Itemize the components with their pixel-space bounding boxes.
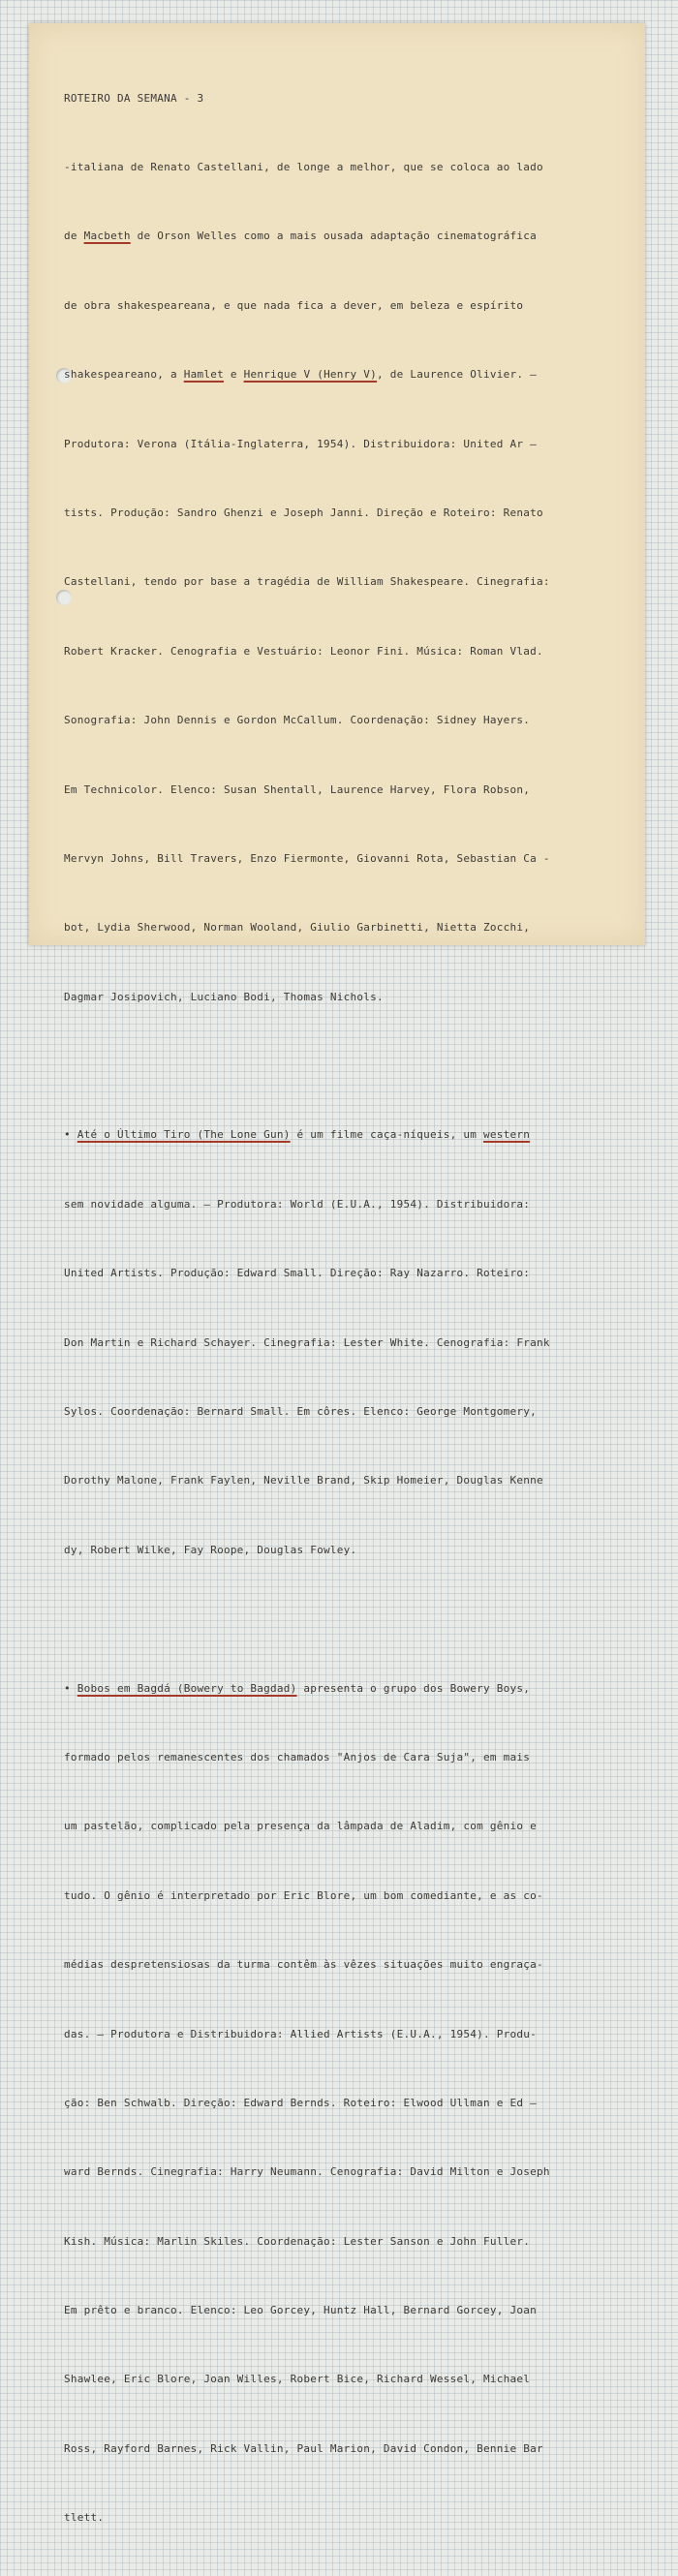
text-line: shakespeareano, a Hamlet e Henrique V (Henry V), de Laurence Olivier. — <box>64 368 537 382</box>
genre-term: western <box>482 1128 531 1142</box>
text-line: Em Technicolor. Elenco: Susan Shentall, Laurence Harvey, Flora Robson, <box>64 782 531 796</box>
text-line: Ross, Rayford Barnes, Rick Vallin, Paul Marion, David Condon, Bennie Bar <box>64 2441 543 2455</box>
text-line: de Macbeth de Orson Welles como a mais ousada adaptação cinematográfica <box>64 230 537 243</box>
text-line: Robert Kracker. Cenografia e Vestuário: Leonor Fini. Música: Roman Vlad. <box>64 644 543 658</box>
text-line: tists. Produção: Sandro Ghenzi e Joseph Janni. Direção e Roteiro: Renato <box>64 506 543 519</box>
text-line: United Artists. Produção: Edward Small. Direção: Ray Nazarro. Roteiro: <box>64 1267 531 1280</box>
text-line: bot, Lydia Sherwood, Norman Wooland, Giulio Garbinetti, Nietta Zocchi, <box>64 921 531 935</box>
film-title: Bobos em Bagdá (Bowery to Bagdad) <box>77 1681 297 1695</box>
text-line: Kish. Música: Marlin Skiles. Coordenação: Lester Sanson e John Fuller. <box>64 2234 531 2248</box>
text-line: Sylos. Coordenação: Bernard Small. Em côres. Elenco: George Montgomery, <box>64 1405 537 1419</box>
film-title: Henrique V (Henry V) <box>243 368 378 382</box>
text-line: médias despretensiosas da turma contêm às vêzes situações muito engraça- <box>64 1958 543 1972</box>
blank-line <box>64 1608 606 1631</box>
text-line: tlett. <box>64 2511 105 2525</box>
page-header: ROTEIRO DA SEMANA - 3 <box>64 91 204 105</box>
text-line: Don Martin e Richard Schayer. Cinegrafia: Lester White. Cenografia: Frank <box>64 1335 550 1349</box>
text-line: sem novidade alguma. — Produtora: World (E.U.A., 1954). Distribuidora: <box>64 1197 531 1211</box>
text-line: Mervyn Johns, Bill Travers, Enzo Fiermonte, Giovanni Rota, Sebastian Ca - <box>64 851 550 865</box>
text-line: Castellani, tendo por base a tragédia de William Shakespeare. Cinegrafia: <box>64 575 550 589</box>
text-line: das. — Produtora e Distribuidora: Allied Artists (E.U.A., 1954). Produ- <box>64 2027 537 2040</box>
text-line: • Até o Último Tiro (The Lone Gun) é um filme caça-níqueis, um western <box>64 1128 531 1142</box>
text-line: Dorothy Malone, Frank Faylen, Neville Brand, Skip Homeier, Douglas Kenne <box>64 1474 543 1487</box>
text-line: ward Bernds. Cinegrafia: Harry Neumann. Cenografia: David Milton e Joseph <box>64 2165 550 2179</box>
text-line: Dagmar Josipovich, Luciano Bodi, Thomas Nichols. <box>64 990 384 1003</box>
text-line: Sonografia: John Dennis e Gordon McCallum. Coordenação: Sidney Hayers. <box>64 714 531 727</box>
blank-line <box>64 1055 606 1078</box>
text-line: Shawlee, Eric Blore, Joan Willes, Robert Bice, Richard Wessel, Michael <box>64 2373 531 2386</box>
text-line: • Bobos em Bagdá (Bowery to Bagdad) apresenta o grupo dos Bowery Boys, <box>64 1681 531 1695</box>
text-line: tudo. O gênio é interpretado por Eric Blore, um bom comediante, e as co- <box>64 1888 543 1902</box>
typewritten-page <box>29 23 645 2525</box>
page-text <box>64 41 606 2576</box>
text-line: dy, Robert Wilke, Fay Roope, Douglas Fowley. <box>64 1543 357 1556</box>
text-line: Produtora: Verona (Itália-Inglaterra, 1954). Distribuidora: United Ar — <box>64 437 537 450</box>
text-line: Em prêto e branco. Elenco: Leo Gorcey, Huntz Hall, Bernard Gorcey, Joan <box>64 2304 537 2317</box>
film-title: Até o Último Tiro (The Lone Gun) <box>77 1128 291 1142</box>
text-line: um pastelão, complicado pela presença da lâmpada de Aladim, com gênio e <box>64 1820 537 1833</box>
film-title: Macbeth <box>83 230 131 243</box>
text-line: de obra shakespeareana, e que nada fica a dever, em beleza e espírito <box>64 298 524 312</box>
text-line: -italiana de Renato Castellani, de longe a melhor, que se coloca ao lado <box>64 160 543 173</box>
film-title: Hamlet <box>183 368 224 382</box>
text-line: formado pelos remanescentes dos chamados "Anjos de Cara Suja", em mais <box>64 1750 531 1763</box>
text-line: ção: Ben Schwalb. Direção: Edward Bernds. Roteiro: Elwood Ullman e Ed — <box>64 2096 537 2109</box>
